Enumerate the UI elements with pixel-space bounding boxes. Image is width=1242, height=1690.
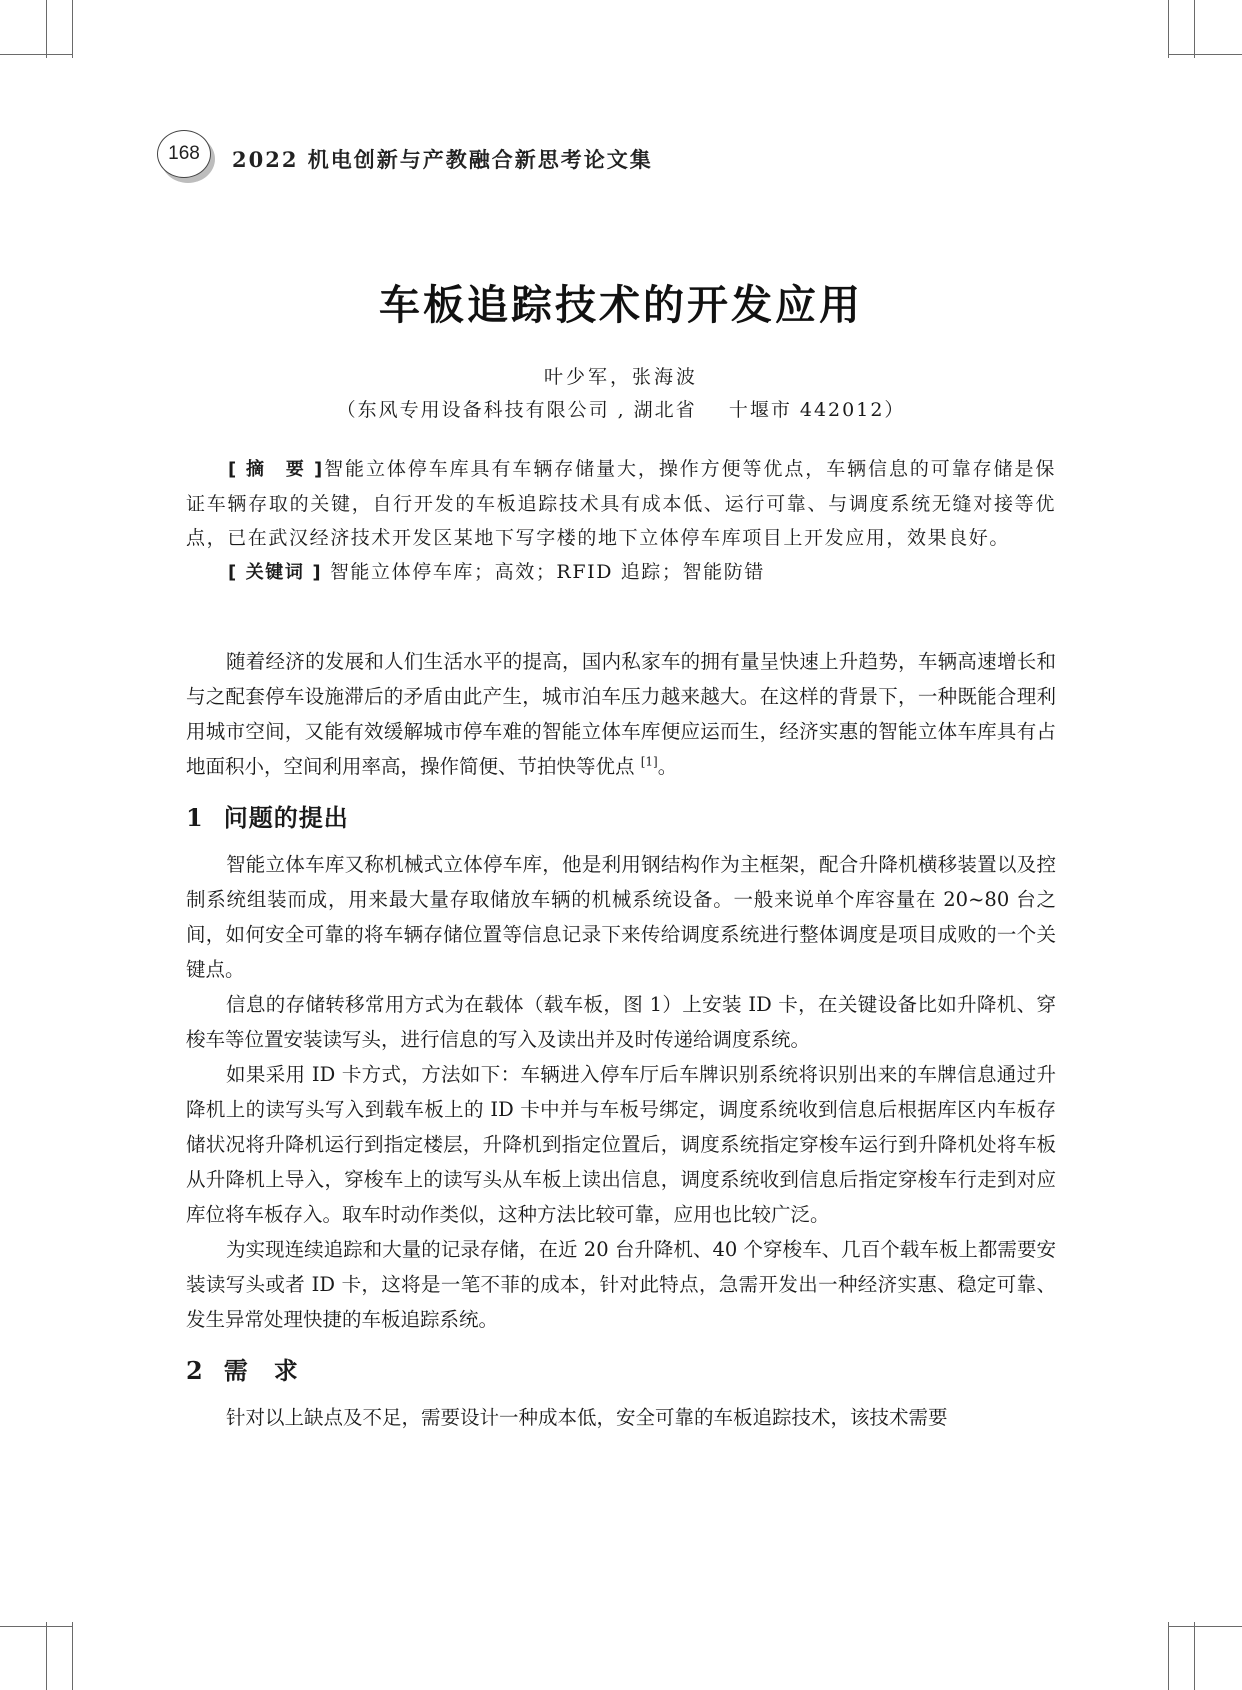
abstract-paragraph: [186, 452, 1056, 555]
article-body: [186, 644, 1056, 1435]
intro-text: 随着经济的发展和人们生活水平的提高，国内私家车的拥有量呈快速上升趋势，车辆高速增长和与之配套停车设施滞后的矛盾由此产生，城市泊车压力越来越大。在这样的背景下，一种既能合理利用城市空间，又能有效缓解城市停车难的智能立体车库便应运而生，经济实惠的智能立体车库具有占地面积小，空间利用率高，操作简便、节拍快等优点: [186, 650, 1056, 778]
crop-mark: [46, 0, 47, 58]
body-paragraph: 如果采用 ID 卡方式，方法如下：车辆进入停车厅后车牌识别系统将识别出来的车牌信息通过升降机上的读写头写入到载车板上的 ID 卡中并与车板号绑定，调度系统收到信息后根据库区内车板存储状况将升降机运行到指定楼层，升降机到指定位置后，调度系统指定穿梭车运行到升降机处将车板从升降机上导入，穿梭车上的读写头从车板上读出信息，调度系统收到信息后指定穿梭车行走到对应库位将车板存入。取车时动作类似，这种方法比较可靠，应用也比较广泛。: [186, 1063, 1056, 1226]
section-title: 需 求: [223, 1356, 299, 1385]
body-paragraph: 信息的存储转移常用方式为在载体（载车板，图 1）上安装 ID 卡，在关键设备比如升降机、穿梭车等位置安装读写头，进行信息的写入及读出并及时传递给调度系统。: [186, 993, 1056, 1051]
crop-mark: [1194, 0, 1195, 58]
page-number-badge: [157, 130, 211, 178]
keywords-text: 智能立体停车库；高效；RFID 追踪；智能防错: [329, 561, 765, 583]
section-heading-1: [186, 800, 1056, 835]
crop-mark: [0, 1626, 72, 1627]
body-paragraph: 智能立体车库又称机械式立体停车库，他是利用钢结构作为主框架，配合升降机横移装置以及控制系统组装而成，用来最大量存取储放车辆的机械系统设备。一般来说单个库容量在 20~80 台之间，如何安全可靠的将车辆存储位置等信息记录下来传给调度系统进行整体调度是项目成败的一个关键点。: [186, 853, 1056, 981]
page-number: 168: [168, 143, 200, 164]
abstract-label: [ 摘 要 ]: [228, 459, 324, 480]
body-paragraph: 为实现连续追踪和大量的记录存储，在近 20 台升降机、40 个穿梭车、几百个载车板上都需要安装读写头或者 ID 卡，这将是一笔不菲的成本，针对此特点，急需开发出一种经济实惠、稳定可靠、发生异常处理快捷的车板追踪系统。: [186, 1238, 1056, 1331]
crop-mark: [1168, 1626, 1242, 1627]
body-paragraph: 针对以上缺点及不足，需要设计一种成本低，安全可靠的车板追踪技术，该技术需要: [226, 1406, 948, 1429]
section-heading-2: [186, 1353, 1056, 1388]
keywords-label: [ 关键词 ]: [228, 562, 323, 583]
intro-paragraph: [186, 644, 1056, 784]
section-title: 问题的提出: [223, 803, 349, 832]
crop-mark: [72, 1622, 73, 1690]
crop-mark: [1168, 54, 1242, 55]
section-number: 2: [186, 1356, 204, 1385]
crop-mark: [46, 1622, 47, 1690]
crop-mark: [1168, 1622, 1169, 1690]
citation: [1]: [640, 754, 658, 769]
crop-mark: [1194, 1622, 1195, 1690]
crop-mark: [72, 0, 73, 58]
running-title: 2022 机电创新与产教融合新思考论文集: [232, 147, 653, 172]
intro-end: 。: [657, 755, 678, 778]
article-title: 车板追踪技术的开发应用: [379, 281, 863, 329]
authors: 叶少军，张海波: [543, 366, 698, 388]
affiliation: （东风专用设备科技有限公司 , 湖北省 十堰市 442012）: [336, 399, 906, 421]
keywords-paragraph: [186, 555, 1056, 590]
crop-mark: [0, 54, 72, 55]
section-number: 1: [186, 803, 204, 832]
abstract: [186, 452, 1056, 590]
abstract-text: 智能立体停车库具有车辆存储量大，操作方便等优点，车辆信息的可靠存储是保证车辆存取的关键，自行开发的车板追踪技术具有成本低、运行可靠、与调度系统无缝对接等优点，已在武汉经济技术开发区某地下写字楼的地下立体停车库项目上开发应用，效果良好。: [186, 458, 1056, 549]
crop-mark: [1168, 0, 1169, 58]
